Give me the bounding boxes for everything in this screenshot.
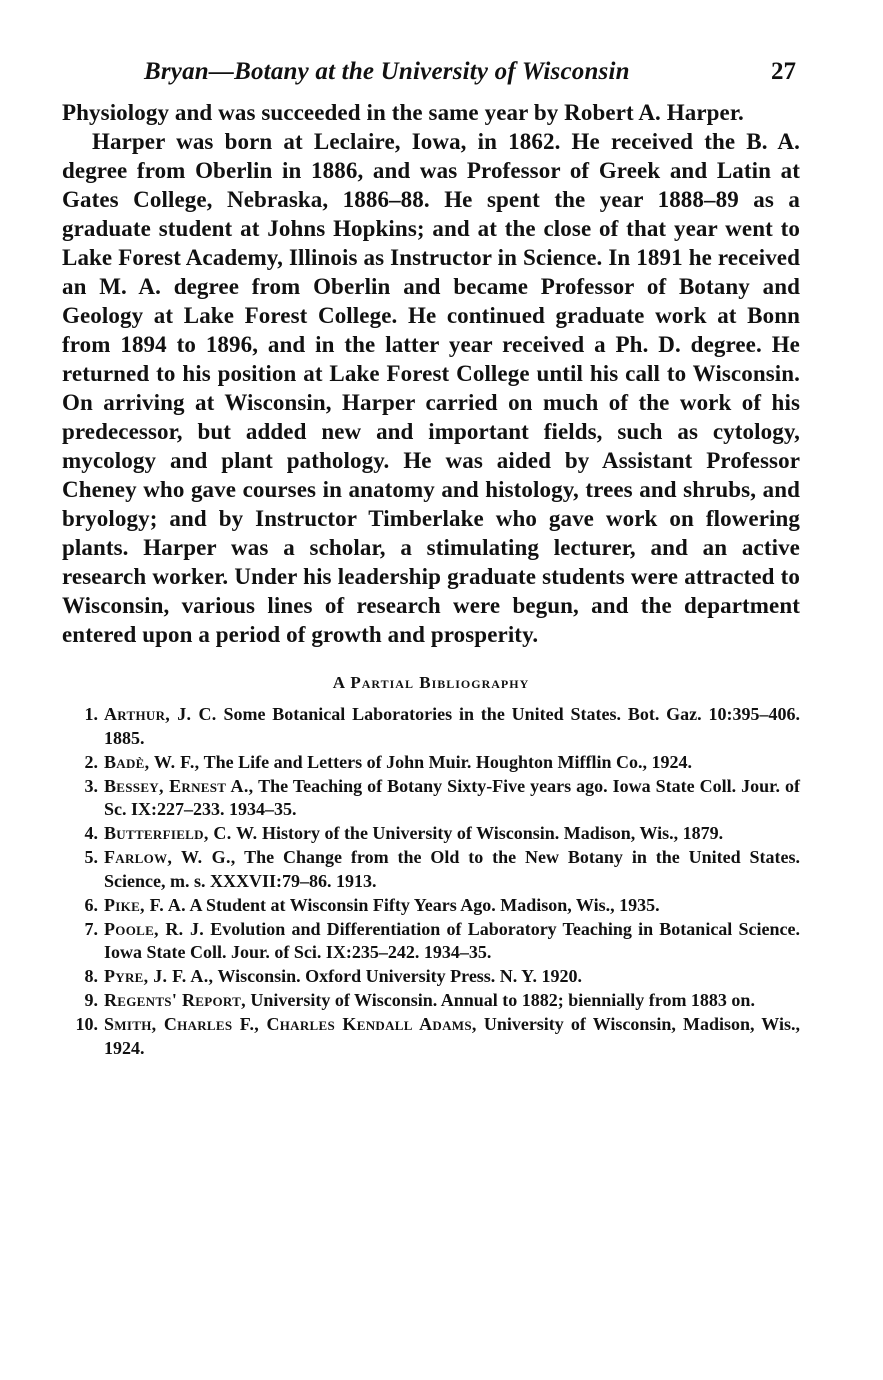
entry-text bbox=[104, 775, 800, 822]
bibliography-entry bbox=[62, 846, 800, 893]
entry-text bbox=[104, 989, 800, 1013]
entry-author: Pyre, J. F. A., bbox=[104, 966, 214, 986]
entry-number: 7. bbox=[84, 918, 98, 939]
entry-citation: The Teaching of Botany Sixty-Five years ago. Iowa State Coll. Jour. of Sc. IX:227–233. 1934–35. bbox=[104, 775, 800, 819]
entry-citation: Evolution and Differentiation of Laboratory Teaching in Botanical Science. Iowa State Coll. Jour. of Sci. IX:235–242. 1934–35. bbox=[104, 918, 800, 962]
entry-author: Bessey, Ernest A., bbox=[104, 775, 254, 796]
bibliography-entry bbox=[62, 894, 800, 918]
entry-number: 2. bbox=[84, 751, 98, 772]
entry-author: Smith, Charles F., Charles Kendall Adams, bbox=[104, 1014, 477, 1034]
entry-citation: The Life and Letters of John Muir. Houghton Mifflin Co., 1924. bbox=[199, 751, 692, 772]
entry-citation: A Student at Wisconsin Fifty Years Ago. Madison, Wis., 1935. bbox=[186, 894, 660, 915]
entry-author: Poole, R. J. bbox=[104, 918, 205, 939]
entry-text bbox=[104, 703, 800, 750]
entry-text bbox=[104, 918, 800, 965]
bibliography-entry bbox=[62, 1013, 800, 1060]
bibliography-entry bbox=[62, 751, 800, 775]
bibliography-entry bbox=[62, 918, 800, 965]
entry-citation: History of the University of Wisconsin. Madison, Wis., 1879. bbox=[257, 823, 724, 843]
entry-author: Badè, W. F., bbox=[104, 751, 200, 772]
entry-number: 8. bbox=[84, 966, 98, 986]
entry-author: Pike, F. A. bbox=[104, 894, 186, 915]
bibliography-entry bbox=[62, 703, 800, 750]
entry-text bbox=[104, 846, 800, 893]
bibliography-entry bbox=[62, 822, 800, 846]
bibliography-heading: A Partial Bibliography bbox=[332, 673, 530, 692]
entry-text bbox=[104, 965, 800, 989]
entry-citation: University of Wisconsin, Madison, Wis., 1924. bbox=[104, 1014, 800, 1058]
bibliography-list bbox=[62, 703, 800, 1060]
running-title: Bryan—Botany at the University of Wisconsin bbox=[144, 58, 630, 85]
body-paragraph-harper-biography: Harper was born at Leclaire, Iowa, in 1862. He received the B. A. degree from Oberlin in 1886, and was Professor of Greek and Latin at Gates College, Nebraska, 1886–88. He spent the year 1888–89 as a graduate student at Johns Hopkins; and at the close of that year went to Lake Forest Academy, Illinois as Instructor in Science. In 1891 he received an M. A. degree from Oberlin and became Professor of Botany and Geology at Lake Forest College. He continued graduate work at Bonn from 1894 to 1896, and in the latter year received a Ph. D. degree. He returned to his position at Lake Forest College until his call to Wisconsin. On arriving at Wisconsin, Harper carried on much of the work of his predecessor, but added new and important fields, such as cytology, mycology and plant pathology. He was aided by Assistant Professor Cheney who gave courses in anatomy and histology, trees and shrubs, and bryology; and by Instructor Timberlake who gave work on flowering plants. Harper was a scholar, a stimulating lecturer, and an active research worker. Under his leadership graduate students were attracted to Wisconsin, various lines of research were begun, and the department entered upon a period of growth and prosperity. bbox=[62, 129, 800, 647]
entry-citation: University of Wisconsin. Annual to 1882; biennially from 1883 on. bbox=[245, 990, 755, 1010]
entry-number: 10. bbox=[75, 1014, 98, 1034]
entry-number: 4. bbox=[84, 823, 98, 843]
entry-text bbox=[104, 1013, 800, 1060]
bibliography-entry bbox=[62, 989, 800, 1013]
entry-number: 5. bbox=[84, 847, 98, 867]
entry-number: 3. bbox=[84, 775, 98, 796]
entry-author: Butterfield, C. W. bbox=[104, 823, 258, 843]
entry-number: 6. bbox=[84, 894, 98, 915]
entry-citation: Wisconsin. Oxford University Press. N. Y. 1920. bbox=[213, 966, 582, 986]
entry-number: 1. bbox=[84, 704, 98, 724]
book-page bbox=[62, 58, 800, 1061]
entry-author: Regents' Report, bbox=[104, 990, 246, 1010]
entry-text bbox=[104, 894, 800, 918]
entry-number: 9. bbox=[84, 990, 98, 1010]
bibliography-entry bbox=[62, 965, 800, 989]
entry-author: Farlow, W. G., bbox=[104, 847, 236, 867]
body-paragraph-continuation: Physiology and was succeeded in the same year by Robert A. Harper. bbox=[62, 100, 744, 125]
page-number: 27 bbox=[771, 58, 796, 85]
entry-author: Arthur, J. C. bbox=[104, 704, 217, 724]
bibliography-entry bbox=[62, 775, 800, 822]
entry-citation: Some Botanical Laboratories in the United States. Bot. Gaz. 10:395–406. 1885. bbox=[104, 704, 801, 748]
entry-text bbox=[104, 822, 800, 846]
entry-citation: The Change from the Old to the New Botany in the United States. Science, m. s. XXXVII:79–86. 1913. bbox=[104, 847, 800, 891]
running-head bbox=[62, 58, 800, 96]
entry-text bbox=[104, 751, 800, 775]
